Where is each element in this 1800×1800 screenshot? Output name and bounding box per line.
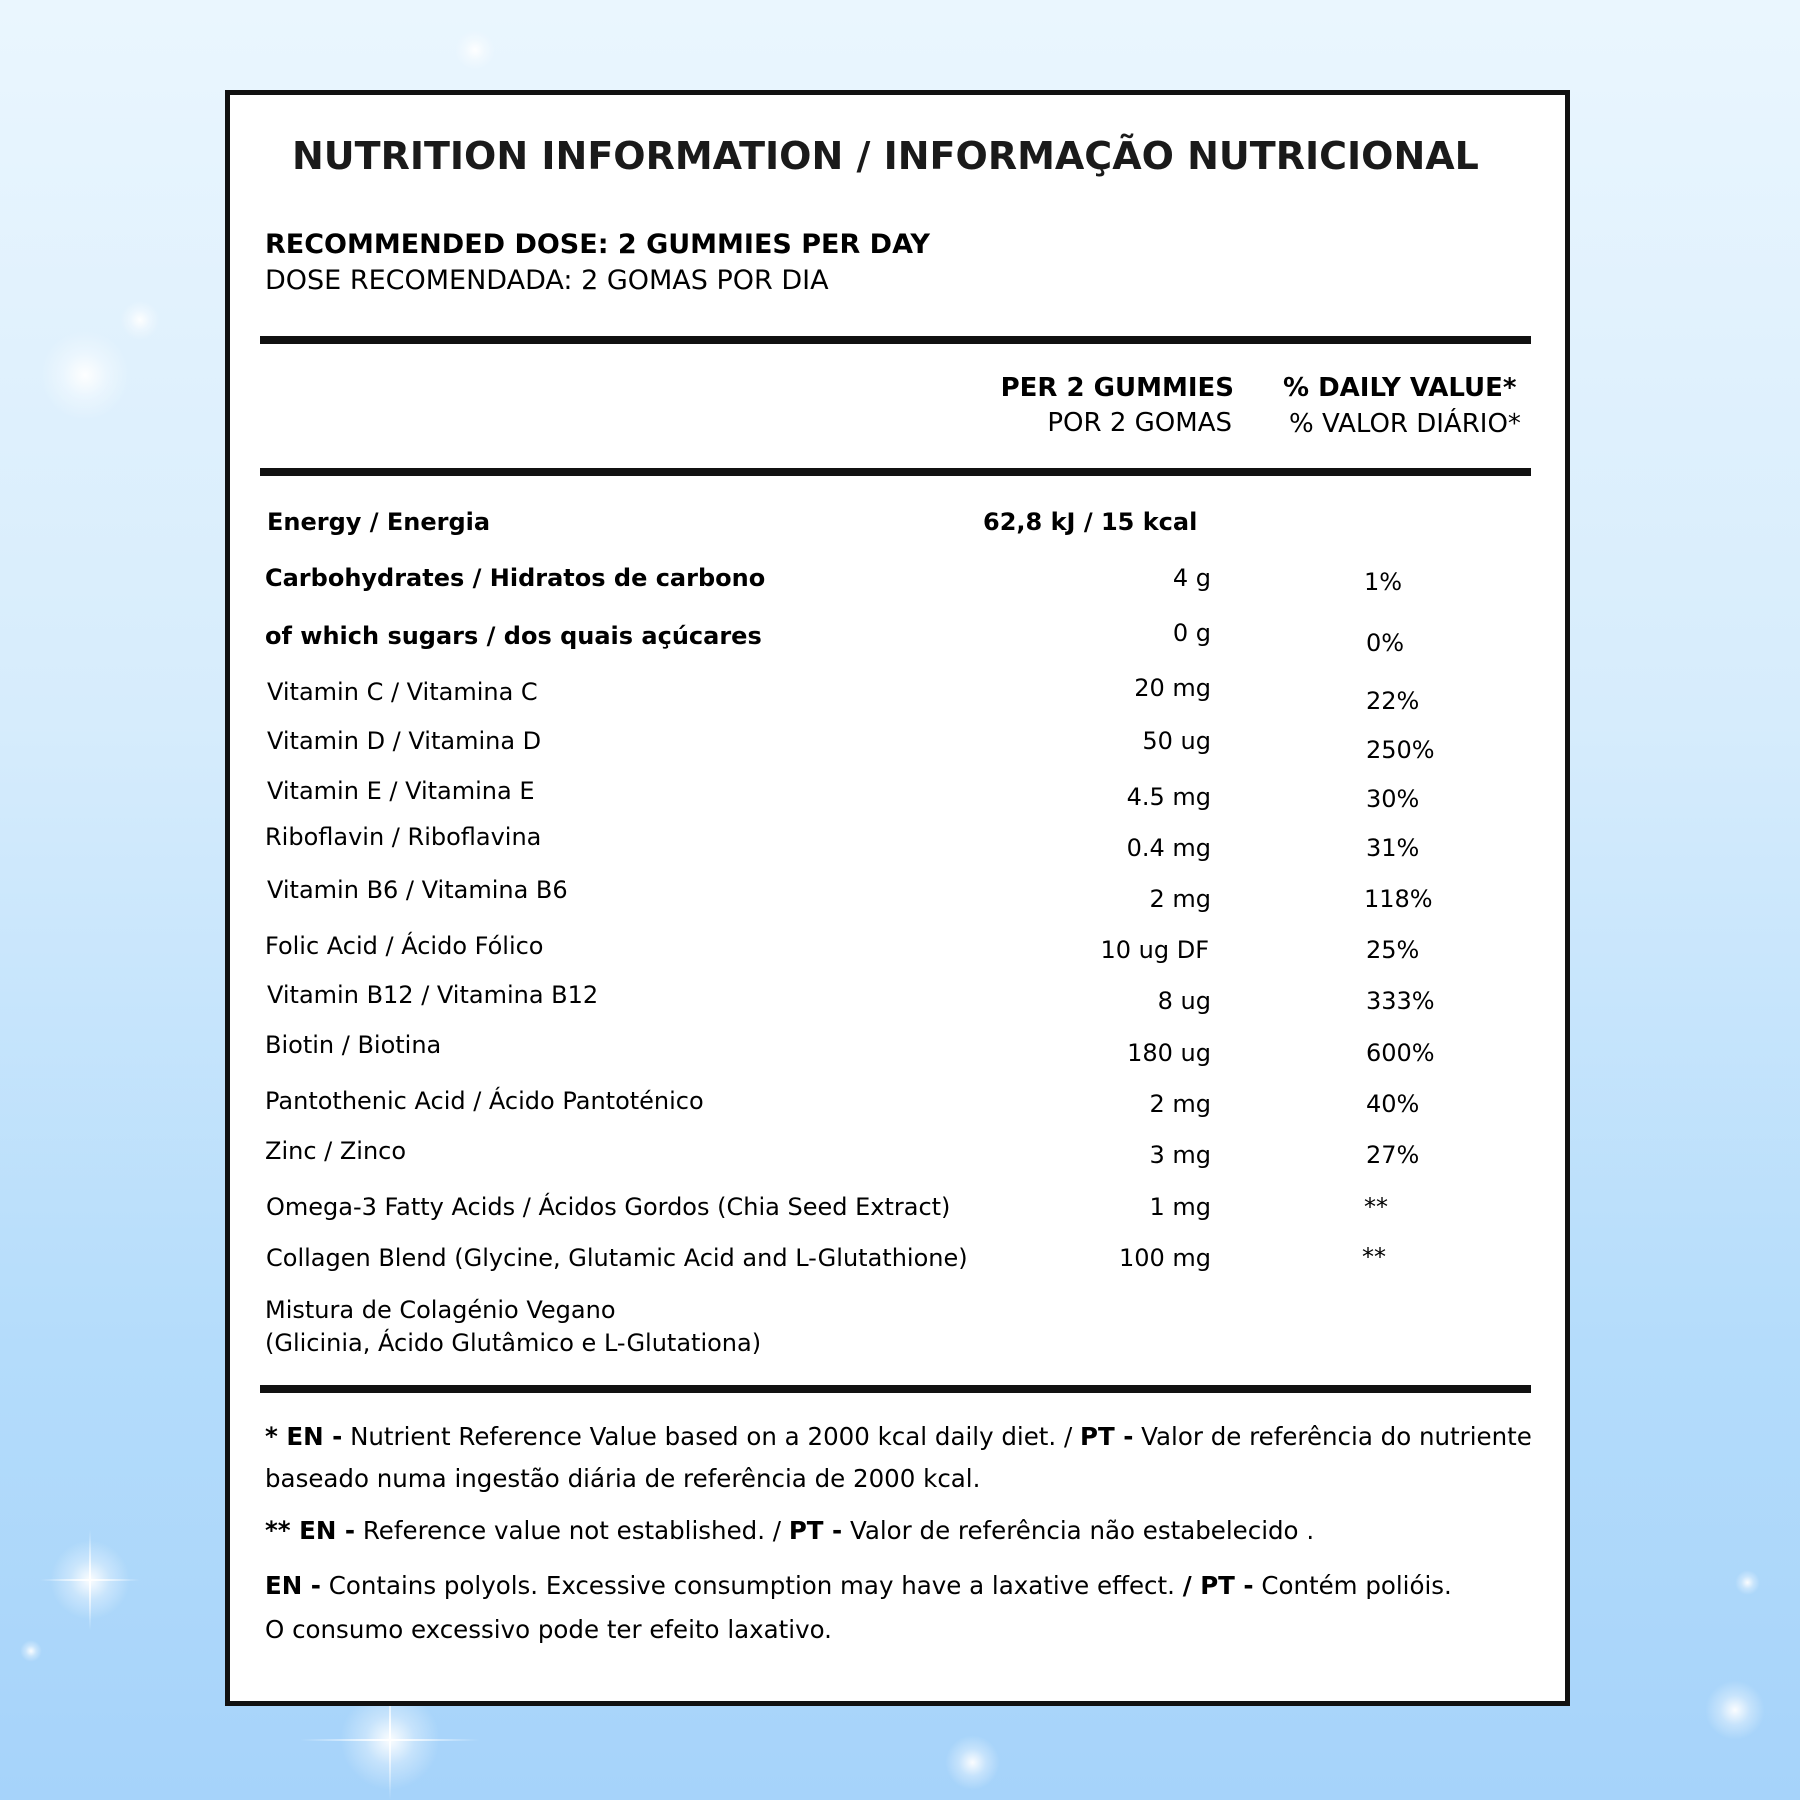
nutrient-amount-vitamin-e: 4.5 mg (1126, 783, 1211, 811)
footnote-2-pt: Valor de referência não estabelecido . (842, 1516, 1315, 1545)
per-serving-pt: POR 2 GOMAS (1047, 408, 1232, 438)
nutrient-dv-vitamin-d: 250% (1366, 736, 1435, 764)
footnote-3-line2: O consumo excessivo pode ter efeito laxativo. (265, 1615, 832, 1644)
nutrient-dv-vitamin-c: 22% (1366, 687, 1420, 715)
collagen-pt-line1: Mistura de Colagénio Vegano (265, 1296, 616, 1324)
nutrient-dv-biotin: 600% (1366, 1039, 1435, 1067)
nutrient-name-vitamin-b6: Vitamin B6 / Vitamina B6 (267, 876, 568, 904)
nutrient-dv-vitamin-b6: 118% (1364, 885, 1433, 913)
page-title: NUTRITION INFORMATION / INFORMAÇÃO NUTRICIONAL (292, 134, 1479, 178)
nutrient-amount-folic-acid: 10 ug DF (1100, 936, 1209, 964)
nutrient-amount-energy: 62,8 kJ / 15 kcal (983, 508, 1198, 536)
nutrient-dv-zinc: 27% (1366, 1141, 1420, 1169)
nutrient-dv-riboflavin: 31% (1366, 834, 1420, 862)
nutrient-name-riboflavin: Riboflavin / Riboflavina (265, 823, 542, 851)
nutrient-name-sugars: of which sugars / dos quais açúcares (265, 622, 762, 650)
nutrient-dv-collagen-blend: ** (1362, 1243, 1386, 1271)
daily-value-en: % DAILY VALUE* (1283, 373, 1517, 403)
footnote-1 (265, 1422, 1532, 1451)
nutrient-dv-folic-acid: 25% (1366, 936, 1420, 964)
nutrient-amount-vitamin-d: 50 ug (1142, 727, 1211, 755)
nutrient-name-pantothenic-acid: Pantothenic Acid / Ácido Pantoténico (265, 1087, 704, 1115)
nutrient-amount-riboflavin: 0.4 mg (1126, 834, 1211, 862)
top-rule (260, 336, 1531, 344)
nutrient-name-vitamin-b12: Vitamin B12 / Vitamina B12 (267, 981, 599, 1009)
nutrient-name-omega-3: Omega-3 Fatty Acids / Ácidos Gordos (Chia Seed Extract) (266, 1193, 951, 1221)
nutrient-name-biotin: Biotin / Biotina (265, 1031, 442, 1059)
nutrient-dv-vitamin-b12: 333% (1366, 987, 1435, 1015)
footnote-2-pt-mark: PT - (788, 1516, 843, 1545)
footnote-1-mark: * EN - (265, 1422, 343, 1451)
nutrient-name-energy: Energy / Energia (267, 508, 491, 536)
nutrient-name-vitamin-d: Vitamin D / Vitamina D (267, 727, 542, 755)
nutrient-name-vitamin-e: Vitamin E / Vitamina E (267, 777, 535, 805)
dose-en: RECOMMENDED DOSE: 2 GUMMIES PER DAY (265, 229, 930, 260)
footnote-3-mark: EN - (265, 1571, 321, 1600)
bottom-rule (260, 1385, 1531, 1393)
nutrient-amount-vitamin-b12: 8 ug (1157, 987, 1211, 1015)
nutrient-dv-pantothenic-acid: 40% (1366, 1090, 1420, 1118)
nutrient-dv-sugars: 0% (1366, 629, 1405, 657)
per-serving-en: PER 2 GUMMIES (1000, 373, 1234, 403)
nutrient-amount-biotin: 180 ug (1127, 1039, 1211, 1067)
footnote-1-pt-mark: PT - (1080, 1422, 1134, 1451)
nutrient-amount-collagen-blend: 100 mg (1118, 1244, 1211, 1272)
nutrient-name-carbohydrates: Carbohydrates / Hidratos de carbono (265, 564, 766, 592)
nutrient-dv-omega-3: ** (1364, 1193, 1388, 1221)
footnote-2-mark: ** EN - (265, 1516, 356, 1545)
nutrient-amount-vitamin-b6: 2 mg (1149, 885, 1211, 913)
nutrient-dv-vitamin-e: 30% (1366, 785, 1420, 813)
nutrient-name-zinc: Zinc / Zinco (265, 1137, 407, 1165)
nutrient-dv-carbohydrates: 1% (1364, 568, 1403, 596)
nutrient-amount-vitamin-c: 20 mg (1134, 674, 1211, 702)
footnote-3-pt-mark: / PT - (1182, 1571, 1254, 1600)
dose-pt: DOSE RECOMENDADA: 2 GOMAS POR DIA (265, 265, 829, 296)
footnote-1-pt: Valor de referência do nutriente (1133, 1422, 1532, 1451)
footnote-1-en: Nutrient Reference Value based on a 2000 kcal daily diet. / (342, 1422, 1081, 1451)
footnote-1-line2: baseado numa ingestão diária de referência de 2000 kcal. (265, 1464, 981, 1493)
nutrient-amount-pantothenic-acid: 2 mg (1149, 1090, 1211, 1118)
footnote-3-pt: Contém polióis. (1253, 1571, 1452, 1600)
footnote-2-en: Reference value not established. / (355, 1516, 789, 1545)
nutrient-amount-omega-3: 1 mg (1149, 1193, 1211, 1221)
nutrient-name-collagen-blend: Collagen Blend (Glycine, Glutamic Acid and L-Glutathione) (266, 1244, 968, 1272)
collagen-pt-line2: (Glicinia, Ácido Glutâmico e L-Glutationa) (265, 1329, 762, 1357)
footnote-3-en: Contains polyols. Excessive consumption may have a laxative effect. (320, 1571, 1183, 1600)
nutrient-name-folic-acid: Folic Acid / Ácido Fólico (265, 932, 544, 960)
header-rule (260, 468, 1531, 476)
nutrient-amount-carbohydrates: 4 g (1172, 564, 1211, 592)
footnote-3 (265, 1571, 1452, 1600)
daily-value-pt: % VALOR DIÁRIO* (1289, 409, 1521, 439)
nutrient-amount-zinc: 3 mg (1149, 1141, 1211, 1169)
nutrient-amount-sugars: 0 g (1172, 619, 1211, 647)
nutrient-name-vitamin-c: Vitamin C / Vitamina C (267, 678, 538, 706)
footnote-2 (265, 1516, 1314, 1545)
